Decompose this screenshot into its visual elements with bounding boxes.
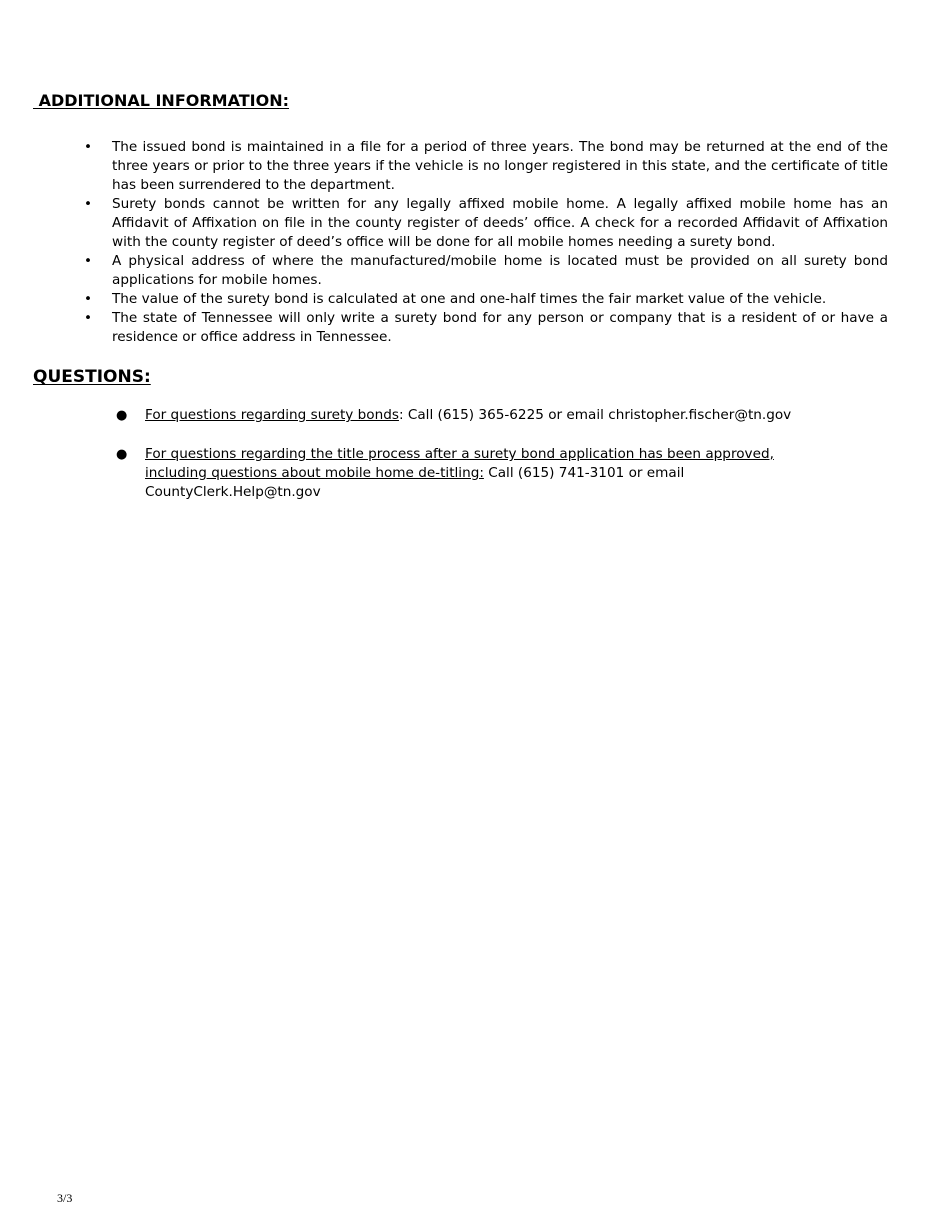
question-contact: : Call (615) 365-6225 or email christopher.fischer@tn.gov — [398, 407, 792, 423]
bullet-icon: • — [84, 310, 93, 326]
questions-list — [112, 406, 832, 522]
question-item-surety-bonds — [112, 406, 832, 425]
list-item-text: The state of Tennessee will only write a surety bond for any person or company that is a resident of or have a residence or office address in Tennessee. — [112, 310, 888, 345]
additional-information-list — [80, 138, 888, 347]
list-item-text: The value of the surety bond is calculated at one and one-half times the fair market value of the vehicle. — [112, 291, 827, 307]
bullet-icon: • — [84, 196, 93, 212]
question-item-title-process — [112, 445, 832, 502]
bullet-icon: ● — [116, 408, 128, 423]
bullet-icon: • — [84, 253, 93, 269]
question-topic: For questions regarding surety bonds — [145, 407, 399, 423]
list-item — [80, 290, 888, 309]
list-item-text: Surety bonds cannot be written for any legally affixed mobile home. A legally affixed mobile home has an Affidavit of Affixation on file in the county register of deeds’ office. A check for a recorded Affidavit of Affixation with the county register of deed’s office will be done for all mobile homes needing a surety bond. — [112, 196, 888, 250]
bullet-icon: • — [84, 291, 93, 307]
bullet-icon: ● — [116, 447, 128, 462]
questions-heading: QUESTIONS: — [33, 367, 151, 387]
list-item-text: The issued bond is maintained in a file for a period of three years. The bond may be returned at the end of the three years or prior to the three years if the vehicle is no longer registered in this state, and the certificate of title has been surrendered to the department. — [112, 139, 888, 193]
question-contact: Call (615) 741-3101 or email CountyClerk.Help@tn.gov — [145, 465, 685, 500]
question-topic: For questions regarding the title process after a surety bond application has been approved, including questions about mobile home de-titling: — [145, 446, 774, 481]
additional-information-heading: ADDITIONAL INFORMATION: — [33, 91, 289, 110]
list-item — [80, 195, 888, 252]
list-item — [80, 252, 888, 290]
list-item — [80, 138, 888, 195]
list-item-text: A physical address of where the manufactured/mobile home is located must be provided on all surety bond applications for mobile homes. — [112, 253, 888, 288]
list-item — [80, 309, 888, 347]
page-number: 3/3 — [57, 1191, 73, 1205]
bullet-icon: • — [84, 139, 93, 155]
